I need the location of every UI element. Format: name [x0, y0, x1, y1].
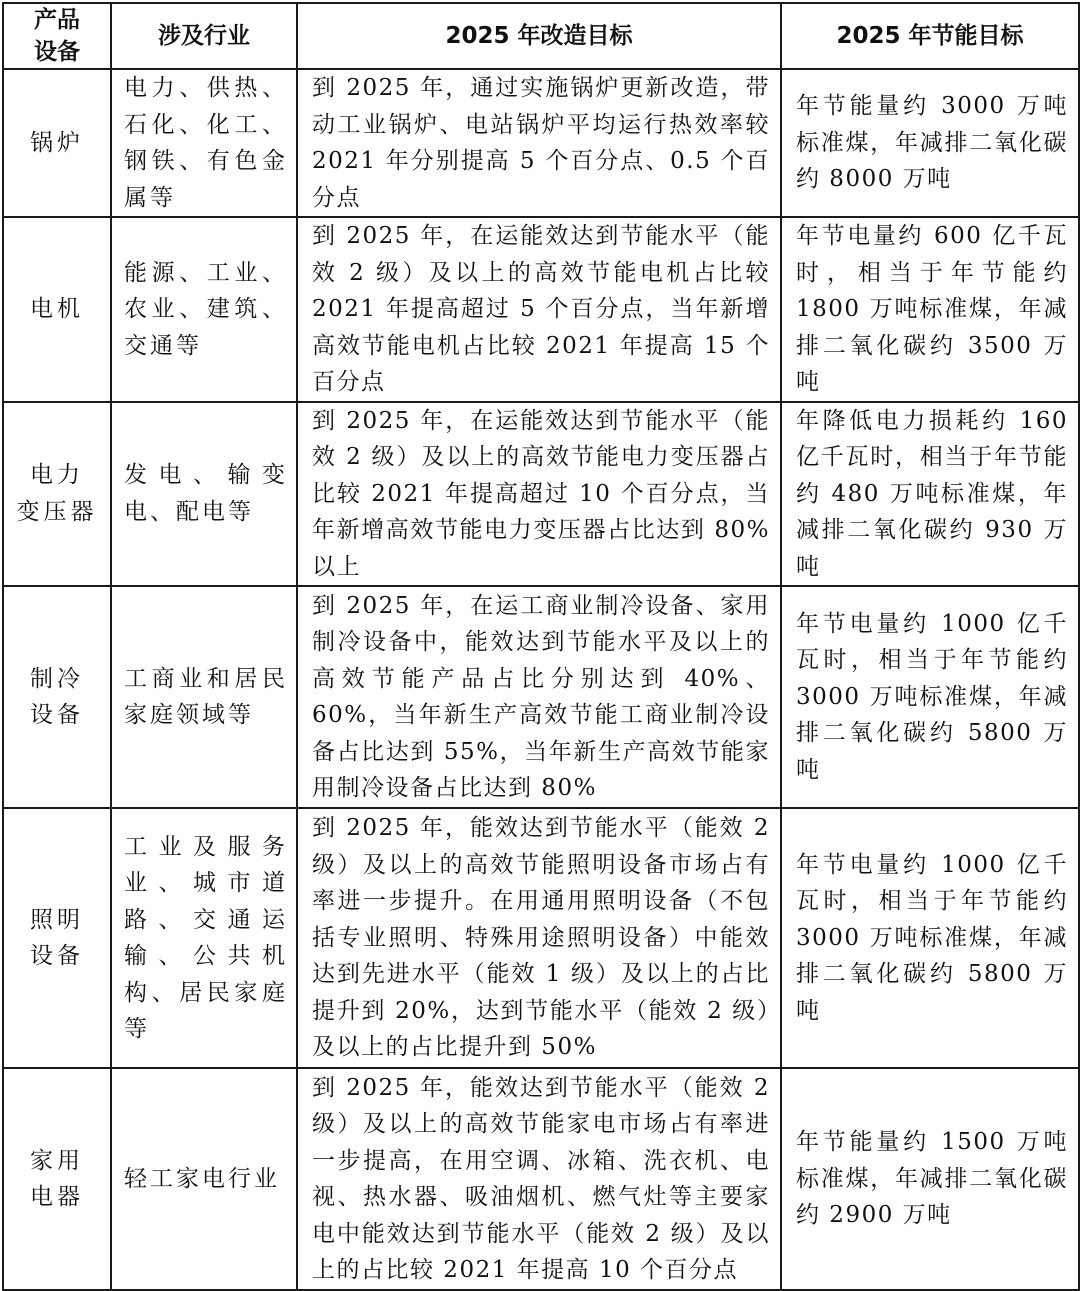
product-cell: 锅炉 — [3, 69, 111, 217]
energy-target-cell: 年降低电力损耗约 160 亿千瓦时，相当于年节能约 480 万吨标准煤，年减排二氧化碳约 930 万吨 — [781, 402, 1079, 587]
header-energy-target: 2025 年节能目标 — [781, 3, 1079, 69]
table-row — [3, 69, 1079, 217]
reform-target-cell: 到 2025 年，能效达到节能水平（能效 2 级）及以上的高效节能照明设备市场占有率进一步提升。在用通用照明设备（不包括专业照明、特殊用途照明设备）中能效达到先进水平（能效 1 级）及以上的占比提升到 20%，达到节能水平（能效 2 级）及以上的占比提升到 50% — [297, 808, 781, 1068]
reform-target-cell: 到 2025 年，通过实施锅炉更新改造，带动工业锅炉、电站锅炉平均运行热效率较 2021 年分别提高 5 个百分点、0.5 个百分点 — [297, 69, 781, 217]
table-header-row — [3, 3, 1079, 69]
reform-target-cell: 到 2025 年，在运工商业制冷设备、家用制冷设备中，能效达到节能水平及以上的高效节能产品占比分别达到 40%、60%，当年新生产高效节能工商业制冷设备占比达到 55%，当年新生产高效节能家用制冷设备占比达到 80% — [297, 586, 781, 808]
product-cell: 照明 设备 — [3, 808, 111, 1068]
product-cell: 家用 电器 — [3, 1068, 111, 1290]
product-cell: 电机 — [3, 217, 111, 402]
reform-target-cell: 到 2025 年，在运能效达到节能水平（能效 2 级）及以上的高效节能电力变压器占比较 2021 年提高超过 10 个百分点，当年新增高效节能电力变压器占比达到 80%以上 — [297, 402, 781, 587]
industry-cell: 能源、工业、农业、建筑、交通等 — [111, 217, 297, 402]
energy-target-cell: 年节电量约 1000 亿千瓦时，相当于年节能约 3000 万吨标准煤，年减排二氧化碳约 5800 万吨 — [781, 586, 1079, 808]
product-cell: 制冷 设备 — [3, 586, 111, 808]
table-row — [3, 586, 1079, 808]
table-row — [3, 217, 1079, 402]
industry-cell: 电力、供热、石化、化工、钢铁、有色金属等 — [111, 69, 297, 217]
industry-cell: 工业及服务业、城市道路、交通运输、公共机构、居民家庭等 — [111, 808, 297, 1068]
industry-cell: 发电、输变电、配电等 — [111, 402, 297, 587]
energy-target-cell: 年节能量约 3000 万吨标准煤，年减排二氧化碳约 8000 万吨 — [781, 69, 1079, 217]
table-row — [3, 808, 1079, 1068]
energy-target-cell: 年节电量约 1000 亿千瓦时，相当于年节能约 3000 万吨标准煤，年减排二氧化碳约 5800 万吨 — [781, 808, 1079, 1068]
header-product: 产品 设备 — [3, 3, 111, 69]
table-row — [3, 402, 1079, 587]
industry-cell: 轻工家电行业 — [111, 1068, 297, 1290]
industry-cell: 工商业和居民家庭领域等 — [111, 586, 297, 808]
header-industry: 涉及行业 — [111, 3, 297, 69]
energy-target-cell: 年节能量约 1500 万吨标准煤，年减排二氧化碳约 2900 万吨 — [781, 1068, 1079, 1290]
reform-target-cell: 到 2025 年，能效达到节能水平（能效 2 级）及以上的高效节能家电市场占有率进一步提高，在用空调、冰箱、洗衣机、电视、热水器、吸油烟机、燃气灶等主要家电中能效达到节能水平（能效 2 级）及以上的占比较 2021 年提高 10 个百分点 — [297, 1068, 781, 1290]
energy-targets-table — [2, 2, 1080, 1291]
table-row — [3, 1068, 1079, 1290]
product-cell: 电力 变压器 — [3, 402, 111, 587]
header-reform-target: 2025 年改造目标 — [297, 3, 781, 69]
reform-target-cell: 到 2025 年，在运能效达到节能水平（能效 2 级）及以上的高效节能电机占比较 2021 年提高超过 5 个百分点，当年新增高效节能电机占比较 2021 年提高 15 个百分点 — [297, 217, 781, 402]
energy-target-cell: 年节电量约 600 亿千瓦时，相当于年节能约 1800 万吨标准煤，年减排二氧化碳约 3500 万吨 — [781, 217, 1079, 402]
